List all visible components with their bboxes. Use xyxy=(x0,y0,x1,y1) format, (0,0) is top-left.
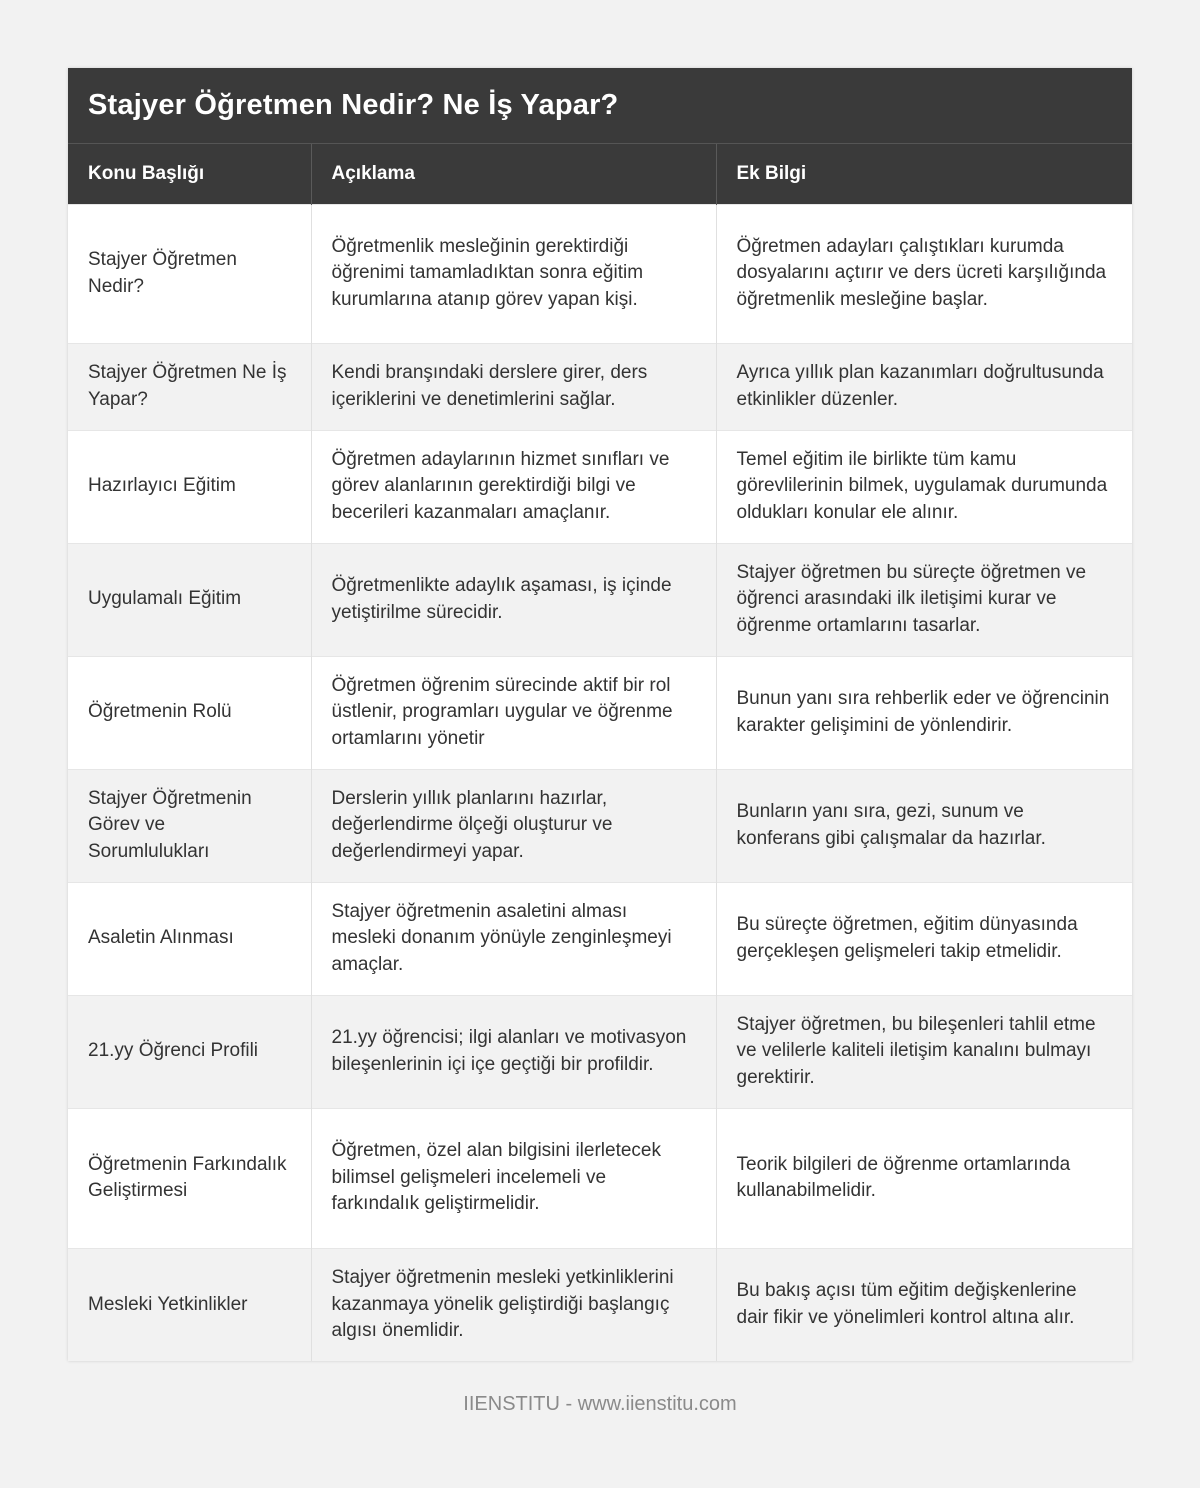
cell-topic: Hazırlayıcı Eğitim xyxy=(68,430,311,543)
table-row xyxy=(68,1108,1132,1248)
cell-extra-info: Bunun yanı sıra rehberlik eder ve öğrencinin karakter gelişimini de yönlendirir. xyxy=(716,656,1132,769)
cell-description: Öğretmenlikte adaylık aşaması, iş içinde yetiştirilme sürecidir. xyxy=(311,543,716,656)
info-table-card xyxy=(68,68,1132,1361)
cell-description: Kendi branşındaki derslere girer, ders içeriklerini ve denetimlerini sağlar. xyxy=(311,343,716,430)
cell-extra-info: Stajyer öğretmen bu süreçte öğretmen ve öğrenci arasındaki ilk iletişimi kurar ve öğrenme ortamlarını tasarlar. xyxy=(716,543,1132,656)
cell-description: Öğretmen, özel alan bilgisini ilerletecek bilimsel gelişmeleri incelemeli ve farkındalık geliştirmelidir. xyxy=(311,1108,716,1248)
cell-extra-info: Temel eğitim ile birlikte tüm kamu görevlilerinin bilmek, uygulamak durumunda oldukları konular ele alınır. xyxy=(716,430,1132,543)
cell-extra-info: Stajyer öğretmen, bu bileşenleri tahlil etme ve velilerle kaliteli iletişim kanalını bulmayı gerektirir. xyxy=(716,995,1132,1108)
cell-extra-info: Bu süreçte öğretmen, eğitim dünyasında gerçekleşen gelişmeleri takip etmelidir. xyxy=(716,882,1132,995)
cell-topic: Stajyer Öğretmenin Görev ve Sorumlulukları xyxy=(68,769,311,882)
table-row xyxy=(68,656,1132,769)
table-row xyxy=(68,343,1132,430)
table-row xyxy=(68,769,1132,882)
cell-topic: Öğretmenin Rolü xyxy=(68,656,311,769)
cell-topic: Öğretmenin Farkındalık Geliştirmesi xyxy=(68,1108,311,1248)
column-header-topic: Konu Başlığı xyxy=(68,144,311,204)
cell-topic: Stajyer Öğretmen Ne İş Yapar? xyxy=(68,343,311,430)
table-row xyxy=(68,204,1132,343)
table-row xyxy=(68,430,1132,543)
cell-extra-info: Teorik bilgileri de öğrenme ortamlarında kullanabilmelidir. xyxy=(716,1108,1132,1248)
cell-description: Stajyer öğretmenin asaletini alması mesleki donanım yönüyle zenginleşmeyi amaçlar. xyxy=(311,882,716,995)
cell-extra-info: Öğretmen adayları çalıştıkları kurumda dosyalarını açtırır ve ders ücreti karşılığında öğretmenlik mesleğine başlar. xyxy=(716,204,1132,343)
cell-topic: 21.yy Öğrenci Profili xyxy=(68,995,311,1108)
cell-description: Öğretmen adaylarının hizmet sınıfları ve görev alanlarının gerektirdiği bilgi ve becerileri kazanmaları amaçlanır. xyxy=(311,430,716,543)
cell-topic: Uygulamalı Eğitim xyxy=(68,543,311,656)
table-title: Stajyer Öğretmen Nedir? Ne İş Yapar? xyxy=(88,89,619,121)
table-row xyxy=(68,995,1132,1108)
cell-description: Öğretmenlik mesleğinin gerektirdiği öğrenimi tamamladıktan sonra eğitim kurumlarına atanıp görev yapan kişi. xyxy=(311,204,716,343)
column-header-description: Açıklama xyxy=(311,144,716,204)
cell-description: Derslerin yıllık planlarını hazırlar, değerlendirme ölçeği oluşturur ve değerlendirmeyi yapar. xyxy=(311,769,716,882)
cell-description: 21.yy öğrencisi; ilgi alanları ve motivasyon bileşenlerinin içi içe geçtiği bir profildir. xyxy=(311,995,716,1108)
cell-topic: Asaletin Alınması xyxy=(68,882,311,995)
cell-extra-info: Bu bakış açısı tüm eğitim değişkenlerine dair fikir ve yönelimleri kontrol altına alır. xyxy=(716,1248,1132,1361)
table-row xyxy=(68,543,1132,656)
cell-description: Öğretmen öğrenim sürecinde aktif bir rol üstlenir, programları uygular ve öğrenme ortamlarını yönetir xyxy=(311,656,716,769)
info-table xyxy=(68,144,1132,1361)
table-title-bar xyxy=(68,68,1132,144)
cell-description: Stajyer öğretmenin mesleki yetkinliklerini kazanmaya yönelik geliştirdiği başlangıç algısı önemlidir. xyxy=(311,1248,716,1361)
column-header-extra-info: Ek Bilgi xyxy=(736,162,807,184)
cell-extra-info: Bunların yanı sıra, gezi, sunum ve konferans gibi çalışmalar da hazırlar. xyxy=(716,769,1132,882)
cell-extra-info: Ayrıca yıllık plan kazanımları doğrultusunda etkinlikler düzenler. xyxy=(716,343,1132,430)
table-row xyxy=(68,882,1132,995)
cell-topic: Mesleki Yetkinlikler xyxy=(68,1248,311,1361)
cell-topic: Stajyer Öğretmen Nedir? xyxy=(68,204,311,343)
table-row xyxy=(68,1248,1132,1361)
footer-source-credit: IIENSTITU - www.iienstitu.com xyxy=(463,1393,737,1415)
table-header-row xyxy=(68,144,1132,204)
